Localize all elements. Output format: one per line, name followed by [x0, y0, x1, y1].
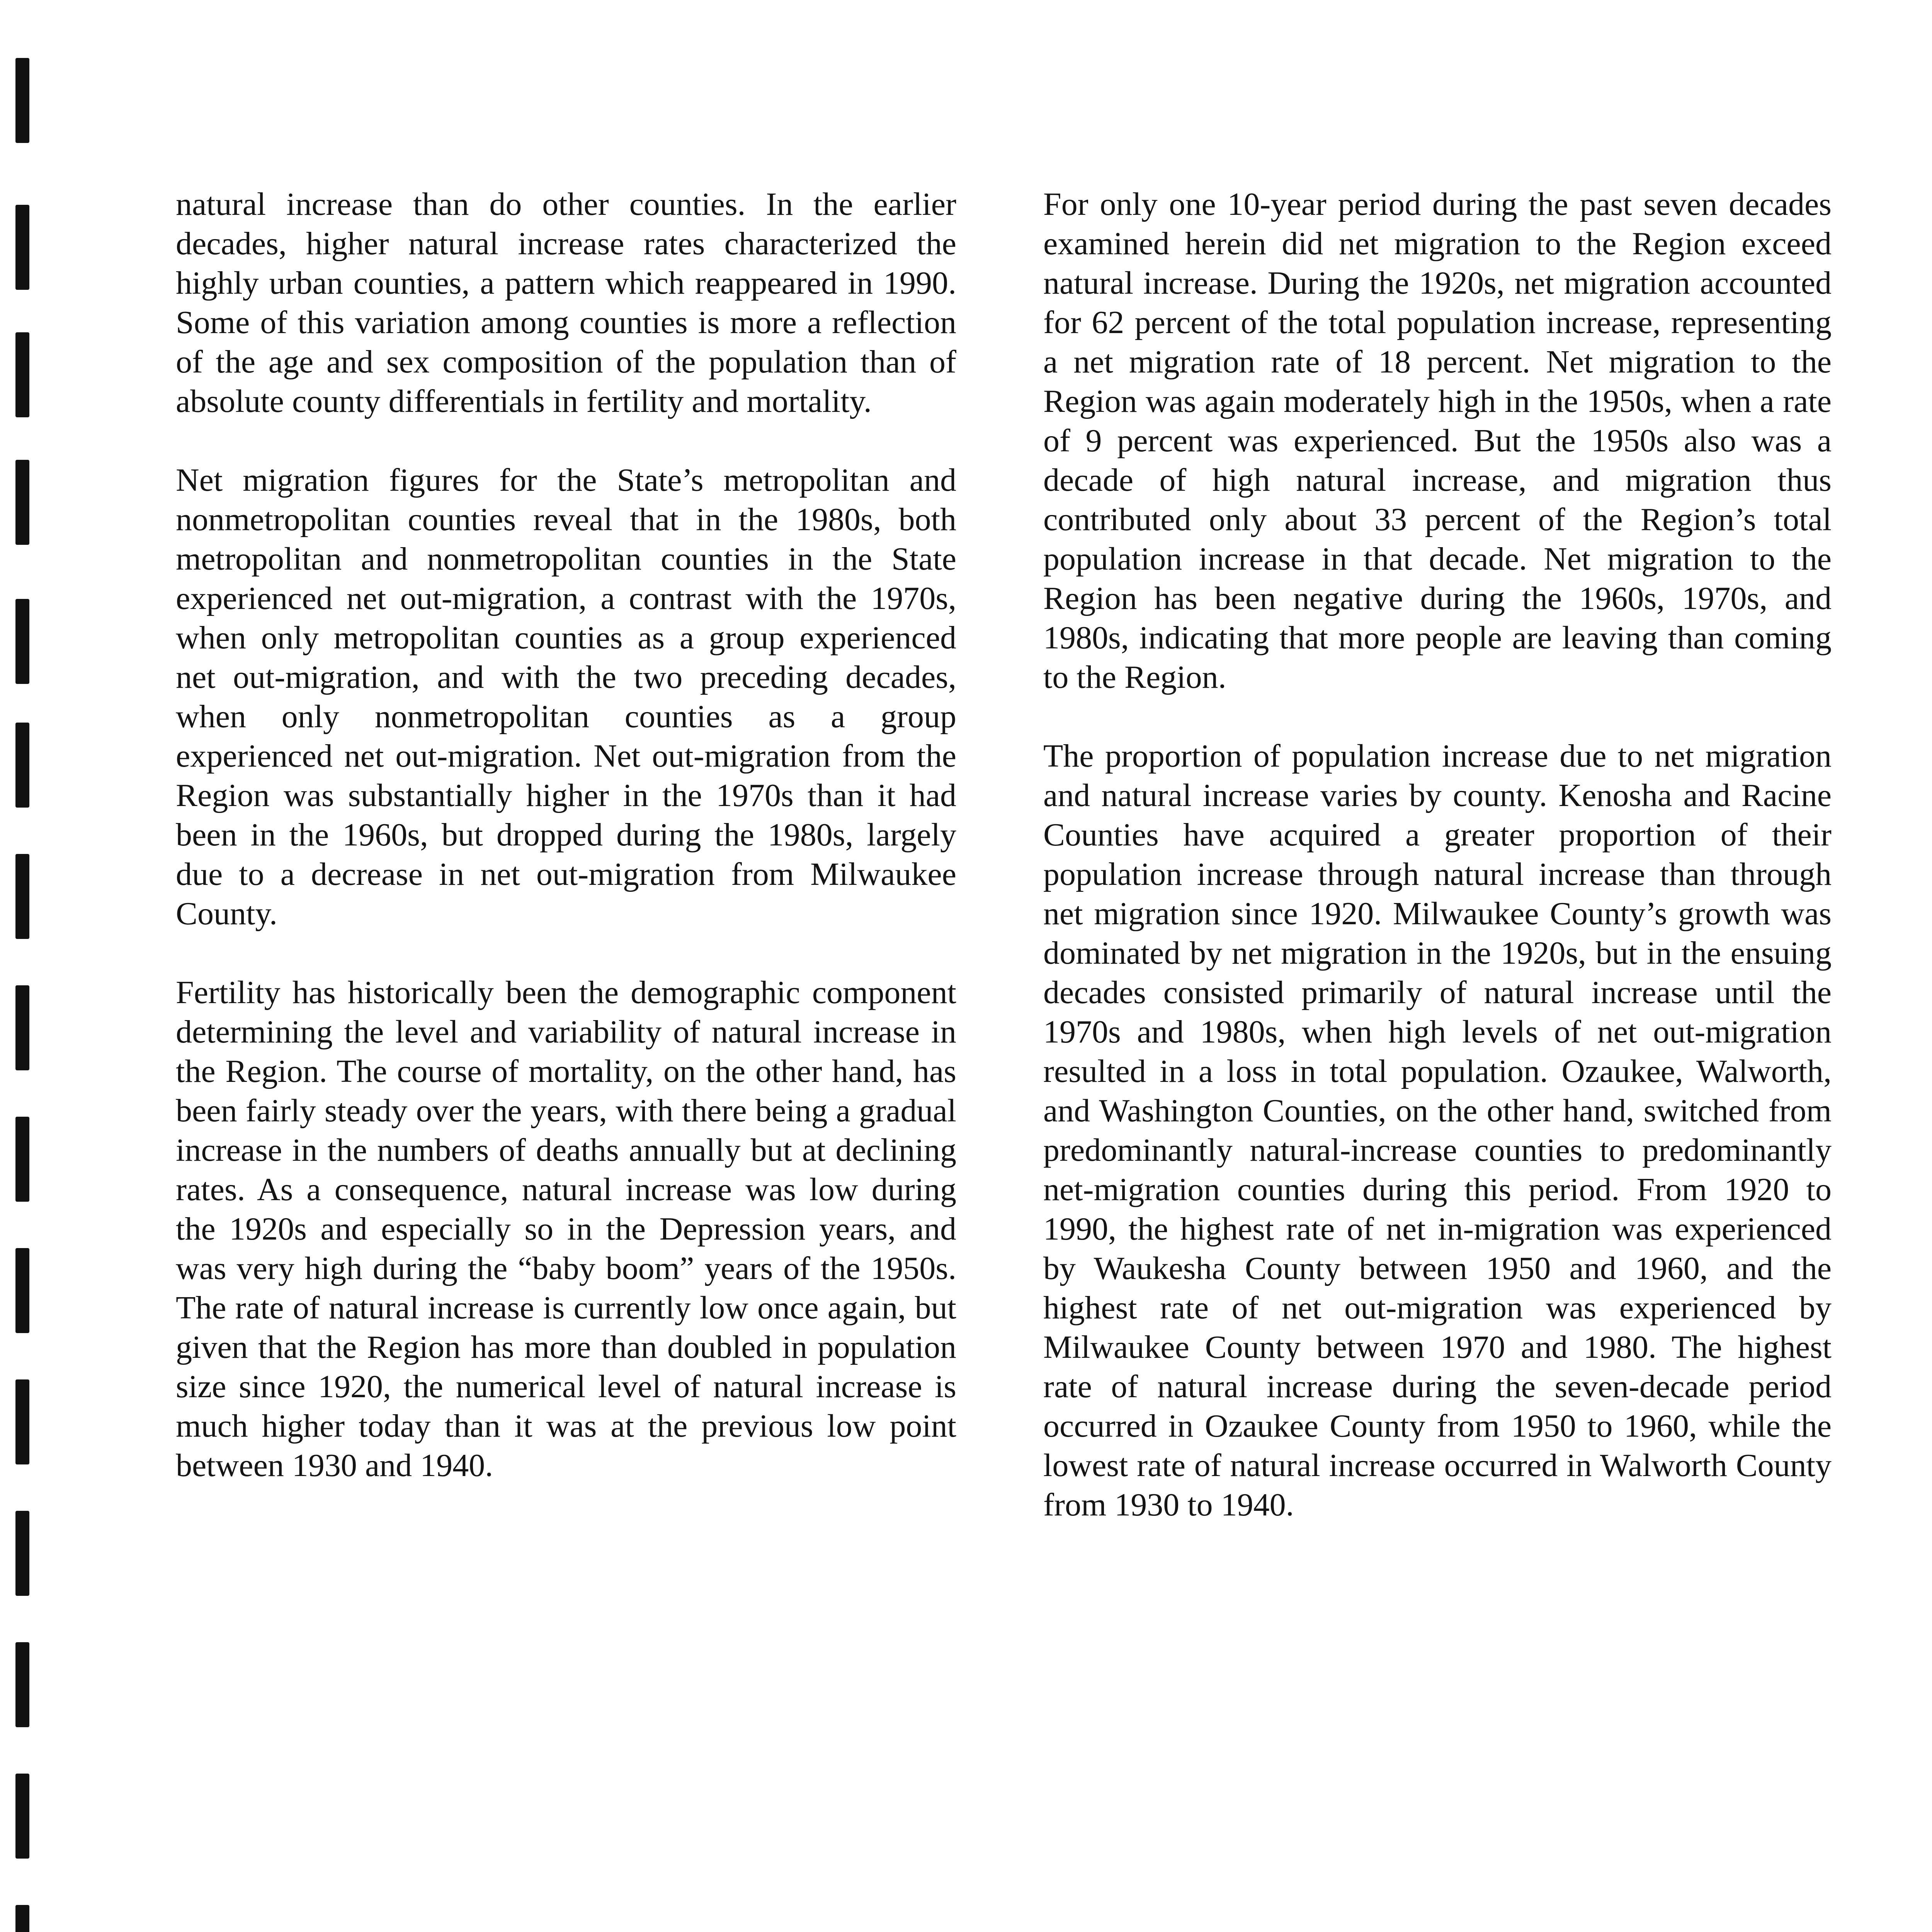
binding-mark [15, 1905, 29, 1932]
binding-mark [15, 1117, 29, 1202]
binding-mark [15, 58, 29, 143]
binding-mark [15, 332, 29, 417]
binding-mark [15, 1248, 29, 1333]
binding-mark [15, 1379, 29, 1464]
paragraph: Net migration figures for the State’s metropolitan and nonmetropolitan counties reveal that in the 1980s, both metropolitan and nonmetropolitan counties in the State experienced net out-migration, a contrast with the 1970s, when only metropolitan counties as a group experienced net out-migration, and with the two preceding decades, when only nonmetropolitan counties as a group experienced net out-migration. Net out-migration from the Region was substantially higher in the 1970s than it had been in the 1960s, but dropped during the 1980s, largely due to a decrease in net out-migration from Milwaukee County. [176, 462, 956, 932]
right-text-column [1043, 185, 1832, 1564]
paragraph: Fertility has historically been the demographic component determining the level and variability of natural increase in the Region. The course of mortality, on the other hand, has been fairly steady over the years, with there being a gradual increase in the numbers of deaths annually but at declining rates. As a consequence, natural increase was low during the 1920s and especially so in the Depression years, and was very high during the “baby boom” years of the 1950s. The rate of natural increase is currently low once again, but given that the Region has more than doubled in population size since 1920, the numerical level of natural increase is much higher today than it was at the previous low point between 1930 and 1940. [176, 975, 956, 1483]
binding-mark [15, 205, 29, 290]
binding-mark [15, 1774, 29, 1859]
binding-mark [15, 460, 29, 545]
binding-mark [15, 723, 29, 808]
paragraph: The proportion of population increase due to net migration and natural increase varies by county. Kenosha and Racine Counties have acquired a greater proportion of their population increase through natural increase than through net migration since 1920. Milwaukee County’s growth was dominated by net migration in the 1920s, but in the ensuing decades consisted primarily of natural increase until the 1970s and 1980s, when high levels of net out-migration resulted in a loss in total population. Ozaukee, Walworth, and Washington Counties, on the other hand, switched from predominantly natural-increase counties to predominantly net-migration counties during this period. From 1920 to 1990, the highest rate of net in-migration was experienced by Waukesha County between 1950 and 1960, and the highest rate of net out-migration was experienced by Milwaukee County between 1970 and 1980. The highest rate of natural increase during the seven-decade period occurred in Ozaukee County from 1950 to 1960, while the lowest rate of natural increase occurred in Walworth County from 1930 to 1940. [1043, 738, 1832, 1523]
binding-mark [15, 599, 29, 684]
binding-holes [15, 58, 31, 1932]
binding-mark [15, 985, 29, 1070]
binding-mark [15, 1642, 29, 1727]
binding-mark [15, 1511, 29, 1596]
paragraph: natural increase than do other counties. In the earlier decades, higher natural increase rates characterized the highly urban counties, a pattern which reappeared in 1990. Some of this variation among counties is more a reflection of the age and sex composition of the population than of absolute county differentials in fertility and mortality. [176, 186, 956, 419]
binding-mark [15, 854, 29, 939]
left-text-column [176, 185, 956, 1525]
paragraph: For only one 10-year period during the past seven decades examined herein did net migration to the Region exceed natural increase. During the 1920s, net migration accounted for 62 percent of the total population increase, representing a net migration rate of 18 percent. Net migration to the Region was again moderately high in the 1950s, when a rate of 9 percent was experienced. But the 1950s also was a decade of high natural increase, and migration thus contributed only about 33 percent of the Region’s total population increase in that decade. Net migration to the Region has been negative during the 1960s, 1970s, and 1980s, indicating that more people are leaving than coming to the Region. [1043, 186, 1832, 695]
